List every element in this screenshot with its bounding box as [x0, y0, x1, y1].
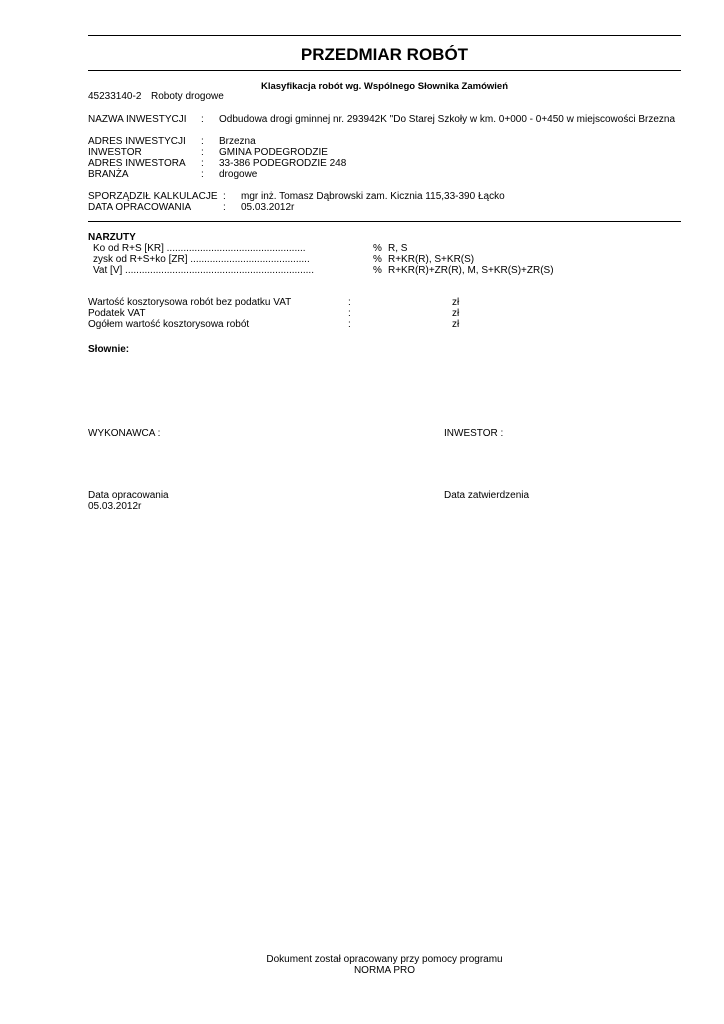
classification-heading: Klasyfikacja robót wg. Wspólnego Słownika Zamówień — [260, 81, 509, 92]
info-sep: : — [201, 136, 204, 147]
narzuty-row-unit: % — [373, 254, 382, 265]
narzuty-row-unit: % — [373, 265, 382, 276]
value-sep: : — [348, 308, 351, 319]
narzuty-row-unit: % — [373, 243, 382, 254]
page-title: PRZEDMIAR ROBÓT — [300, 45, 469, 64]
prepared-sep: : — [223, 202, 226, 213]
value-sep: : — [348, 297, 351, 308]
narzuty-row-basis: R+KR(R), S+KR(S) — [388, 254, 475, 265]
section-rule — [88, 221, 681, 222]
info-value-adres-inwestora: 33-386 PODEGRODZIE 248 — [219, 158, 347, 169]
info-label-adres-inwestycji: ADRES INWESTYCJI — [88, 136, 186, 147]
narzuty-heading: NARZUTY — [88, 232, 136, 243]
narzuty-row-basis: R+KR(R)+ZR(R), M, S+KR(S)+ZR(S) — [388, 265, 554, 276]
value-label-total: Ogółem wartość kosztorysowa robót — [88, 319, 250, 330]
footer-line-1: Dokument został opracowany przy pomocy programu — [266, 954, 503, 965]
contractor-label: WYKONAWCA : — [88, 428, 161, 439]
info-label-inwestor: INWESTOR — [88, 147, 142, 158]
cpv-name: Roboty drogowe — [151, 91, 224, 102]
prepared-label-date: DATA OPRACOWANIA — [88, 202, 192, 213]
value-unit: zł — [452, 319, 460, 330]
slownie-label: Słownie: — [88, 344, 130, 355]
footer-line-2: NORMA PRO — [353, 965, 416, 976]
info-label-nazwa: NAZWA INWESTYCJI — [88, 114, 187, 125]
date-approved-label: Data zatwierdzenia — [444, 490, 530, 501]
info-value-nazwa: Odbudowa drogi gminnej nr. 293942K "Do Starej Szkoły w km. 0+000 - 0+450 w miejscowości Brzezna — [219, 114, 676, 125]
prepared-value-date: 05.03.2012r — [241, 202, 295, 213]
info-sep: : — [201, 169, 204, 180]
date-prepared-label: Data opracowania — [88, 490, 169, 501]
value-unit: zł — [452, 297, 460, 308]
prepared-label-author: SPORZĄDZIŁ KALKULACJE — [88, 191, 218, 202]
title-rule — [88, 70, 681, 71]
value-label-vat: Podatek VAT — [88, 308, 146, 319]
investor-label: INWESTOR : — [444, 428, 504, 439]
date-prepared-value: 05.03.2012r — [88, 501, 142, 512]
info-value-branza: drogowe — [219, 169, 258, 180]
narzuty-row-basis: R, S — [388, 243, 408, 254]
prepared-sep: : — [223, 191, 226, 202]
cpv-code: 45233140-2 — [88, 91, 142, 102]
narzuty-row-label: Vat [V] .................................................................... — [93, 265, 314, 276]
top-rule — [88, 35, 681, 36]
info-label-branza: BRANŻA — [88, 169, 129, 180]
narzuty-row-label: Ko od R+S [KR] .................................................. — [93, 243, 306, 254]
narzuty-row-label: zysk od R+S+ko [ZR] ........................................... — [93, 254, 310, 265]
prepared-value-author: mgr inż. Tomasz Dąbrowski zam. Kicznia 115,33-390 Łącko — [241, 191, 505, 202]
value-label-netto: Wartość kosztorysowa robót bez podatku VAT — [88, 297, 292, 308]
value-unit: zł — [452, 308, 460, 319]
info-sep: : — [201, 114, 204, 125]
info-value-adres-inwestycji: Brzezna — [219, 136, 256, 147]
info-sep: : — [201, 158, 204, 169]
info-value-inwestor: GMINA PODEGRODZIE — [219, 147, 328, 158]
info-sep: : — [201, 147, 204, 158]
info-label-adres-inwestora: ADRES INWESTORA — [88, 158, 186, 169]
value-sep: : — [348, 319, 351, 330]
